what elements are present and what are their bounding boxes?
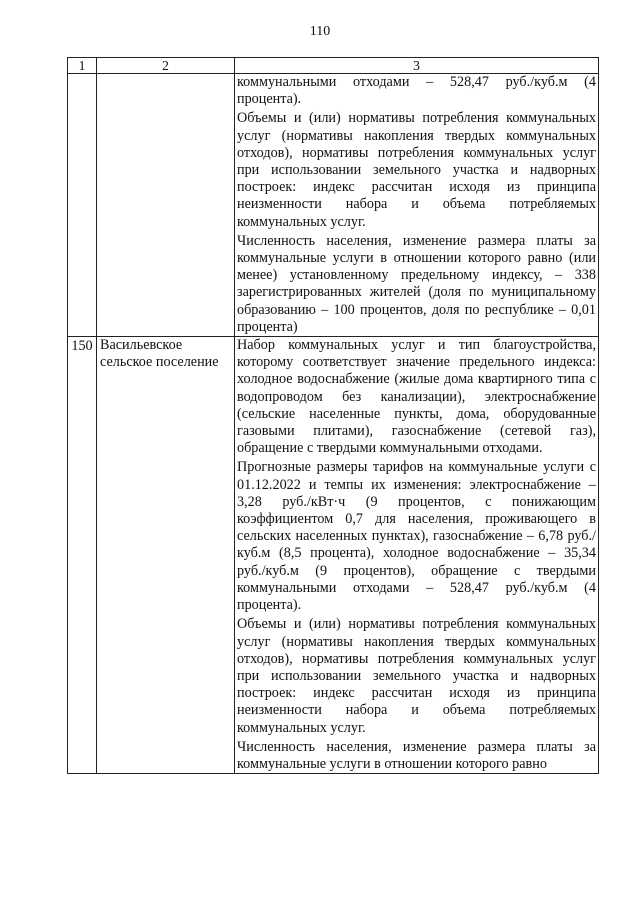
tariff-table: [67, 57, 599, 774]
paragraph: коммунальными отходами – 528,47 руб./куб.м (4 процента).: [237, 74, 596, 108]
header-col-1: 1: [68, 58, 97, 74]
paragraph: Численность населения, изменение размера платы за коммунальные услуги в отношении которого равно: [237, 738, 596, 772]
paragraph: Объемы и (или) нормативы потребления коммунальных услуг (нормативы накопления твердых коммунальных отходов), нормативы потребления коммунальных услуг при использовании земельного участка и надворных построек: индекс рассчитан исходя из принципа неизменности набора и объема потребляемых коммунальных услуг.: [237, 616, 596, 736]
settlement-cell: Васильевское сельское поселение: [97, 337, 235, 774]
description-cell: [235, 337, 599, 774]
page-number: 110: [309, 24, 331, 39]
table-header-row: [68, 58, 599, 74]
description-cell: [235, 74, 599, 337]
paragraph: Набор коммунальных услуг и тип благоустройства, которому соответствует значение предельного индекса: холодное водоснабжение (жилые дома квартирного типа с водопроводом без канализации), электроснабжение (сельские населенные пункты, дома, оборудованные газовыми плитами), газоснабжение (сетевой газ), обращение с твердыми коммунальными отходами.: [237, 337, 596, 457]
paragraph: Численность населения, изменение размера платы за коммунальные услуги в отношении которого равно (или менее) установленному предельному индексу, – 338 зарегистрированных жителей (доля по муниципальному образованию – 100 процентов, доля по республике – 0,01 процента): [237, 232, 596, 335]
row-number-cell: [68, 74, 97, 337]
row-number-cell: 150: [68, 337, 97, 774]
paragraph: Прогнозные размеры тарифов на коммунальные услуги с 01.12.2022 и темпы их изменения: электроснабжение – 3,28 руб./кВт·ч (9 процентов, с понижающим коэффициентом 0,7 для населения, проживающего в сельских населенных пунктах), газоснабжение – 6,78 руб./куб.м (8,5 процента), холодное водоснабжение – 35,34 руб./куб.м (9 процентов), обращение с твердыми коммунальными отходами – 528,47 руб./куб.м (4 процента).: [237, 459, 596, 614]
header-col-2: 2: [97, 58, 235, 74]
table-row: [68, 337, 599, 774]
settlement-cell: [97, 74, 235, 337]
table-row: [68, 74, 599, 337]
header-col-3: 3: [235, 58, 599, 74]
paragraph: Объемы и (или) нормативы потребления коммунальных услуг (нормативы накопления твердых коммунальных отходов), нормативы потребления коммунальных услуг при использовании земельного участка и надворных построек: индекс рассчитан исходя из принципа неизменности набора и объема потребляемых коммунальных услуг.: [237, 110, 596, 230]
